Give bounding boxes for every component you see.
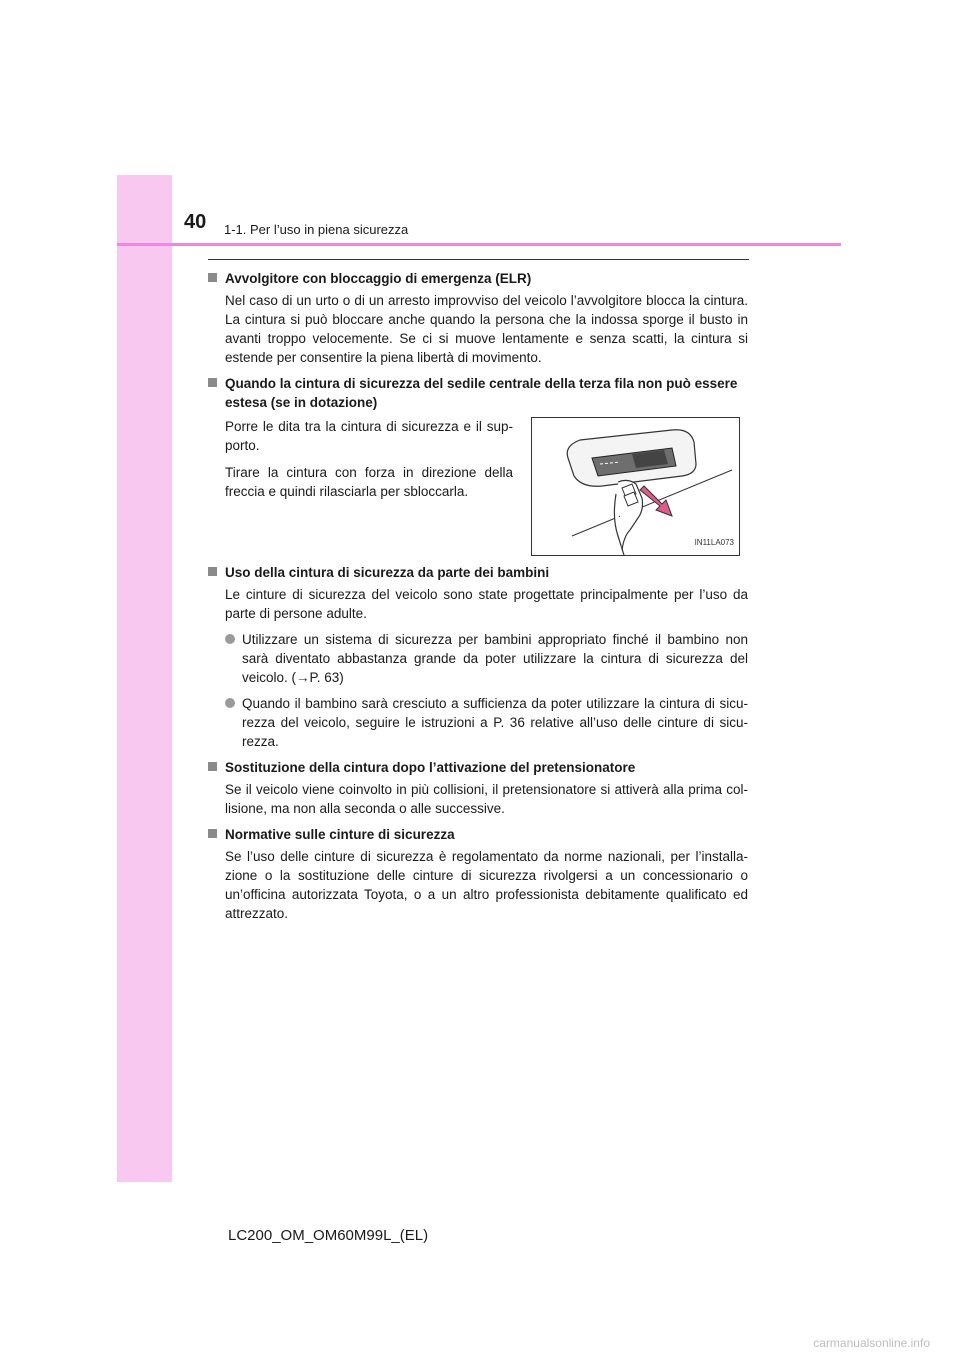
- instruction-text: Porre le dita tra la cintura di sicurezza e il sup-porto.: [225, 419, 513, 453]
- section-heading: Quando la cintura di sicurezza del sedile centrale della terza fila non può essere estesa (se in dotazione): [208, 374, 748, 412]
- square-bullet-icon: [208, 829, 217, 838]
- section-title: 1-1. Per l’uso in piena sicurezza: [224, 222, 409, 237]
- section-heading: Avvolgitore con bloccaggio di emergenza (ELR): [208, 269, 748, 288]
- page-number: 40: [184, 211, 207, 233]
- figure-row: [208, 417, 748, 556]
- side-band: [117, 175, 172, 1182]
- square-bullet-icon: [208, 378, 217, 387]
- footer-code: LC200_OM_OM60M99L_(EL): [228, 1227, 429, 1244]
- paragraph: Se l’uso delle cinture di sicurezza è regolamentato da norme nazionali, per l’installa-zione o la sostituzione delle cinture di sicurezza rivolgersi a un concessionario o un’officina autorizzata Toyota, o a un altro professionista debitamente qualificato ed attrezzato.: [225, 849, 748, 921]
- circle-bullet-icon: [225, 634, 235, 644]
- square-bullet-icon: [208, 762, 217, 771]
- watermark: carmanualsonline.info: [813, 1336, 930, 1350]
- section-heading: Sostituzione della cintura dopo l’attivazione del pretensionatore: [208, 758, 748, 777]
- seatbelt-illustration: [531, 417, 740, 556]
- header-line: [117, 243, 841, 246]
- square-bullet-icon: [208, 567, 217, 576]
- list-item: Quando il bambino sarà cresciuto a sufficienza da poter utilizzare la cintura di sicu-rezza del veicolo, seguire le istruzioni a P. 36 relative all’uso delle cinture di sicu-rezza.: [208, 694, 748, 751]
- figure-code: IN11LA073: [694, 538, 734, 547]
- section-heading: Normative sulle cinture di sicurezza: [208, 825, 748, 844]
- paragraph: Le cinture di sicurezza del veicolo sono state progettate principalmente per l’uso da parte di persone adulte.: [225, 587, 748, 621]
- paragraph: Nel caso di un urto o di un arresto improvviso del veicolo l’avvolgitore blocca la cintura. La cintura si può bloccare anche quando la persona che la indossa sporge il busto in avanti troppo velocemente. Se ci si muove lentamente e senza scatti, la cintura si estende per consentire la piena libertà di movimento.: [225, 293, 748, 365]
- list-item: Utilizzare un sistema di sicurezza per bambini appropriato finché il bambino non sarà diventato abbastanza grande da poter utilizzare la cintura di sicurezza del veicolo. (→P. 63): [208, 630, 748, 687]
- paragraph: Se il veicolo viene coinvolto in più collisioni, il pretensionatore si attiverà alla prima col-lisione, ma non alla seconda o alle successive.: [225, 782, 748, 816]
- instruction-text: Tirare la cintura con forza in direzione della freccia e quindi rilasciarla per sbloccarla.: [225, 465, 513, 499]
- section-heading: Uso della cintura di sicurezza da parte dei bambini: [208, 563, 748, 582]
- circle-bullet-icon: [225, 698, 235, 708]
- page-content: [208, 266, 748, 923]
- figure-instructions: [208, 417, 513, 556]
- top-rule: [208, 259, 749, 260]
- square-bullet-icon: [208, 273, 217, 282]
